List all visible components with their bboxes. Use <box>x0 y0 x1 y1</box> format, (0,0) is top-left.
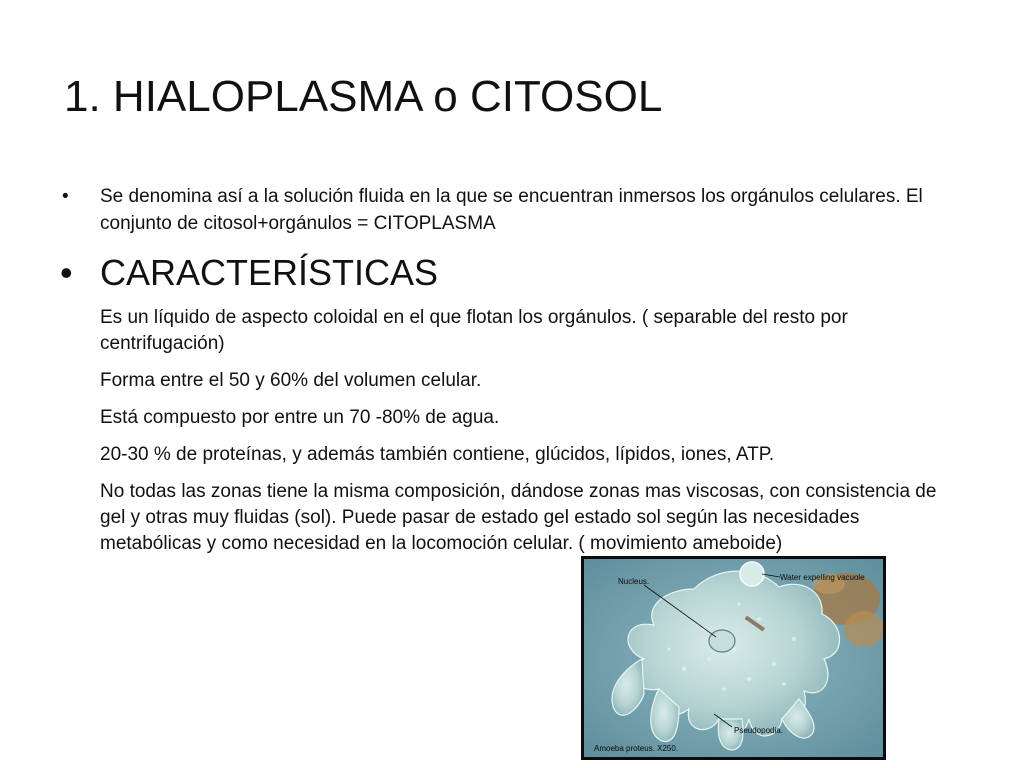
slide-title: 1. HIALOPLASMA o CITOSOL <box>64 72 663 121</box>
bullet-characteristics-heading <box>60 253 960 293</box>
bullet-definition <box>60 183 960 237</box>
vacuole-label: Water expelling vacuole <box>780 573 865 582</box>
characteristic-item: Es un líquido de aspecto coloidal en el que flotan los orgánulos. ( separable del resto por centrifugación) <box>100 307 848 354</box>
characteristic-item: No todas las zonas tiene la misma composición, dándose zonas mas viscosas, con consistencia de gel y otras muy fluidas (sol). Puede pasar de estado gel estado sol según las necesidades metabólicas y como necesidad en la locomoción celular. ( movimiento ameboide) <box>100 481 937 554</box>
pseudopodia-label: Pseudopodia. <box>734 726 783 735</box>
nucleus-label: Nucleus. <box>618 577 650 586</box>
nucleus <box>709 630 735 652</box>
bullet-definition-text: Se denomina así a la solución fluida en la que se encuentran inmersos los orgánulos celulares. El conjunto de citosol+orgánulos = CITOPLASMA <box>100 186 923 234</box>
slide-body <box>60 183 960 557</box>
characteristics-heading-text: CARACTERÍSTICAS <box>100 252 439 293</box>
figure-caption: Amoeba proteus. X250. <box>594 744 679 753</box>
bullet-marker: • <box>60 252 73 293</box>
bullet-marker: • <box>62 186 69 207</box>
characteristic-item: 20-30 % de proteínas, y además también contiene, glúcidos, lípidos, iones, ATP. <box>100 444 775 465</box>
characteristic-item: Está compuesto por entre un 70 -80% de agua. <box>100 407 500 428</box>
characteristic-item: Forma entre el 50 y 60% del volumen celular. <box>100 370 482 391</box>
amoeba-micrograph <box>581 556 886 760</box>
amoeba-illustration <box>584 559 883 757</box>
contractile-vacuole <box>740 562 764 586</box>
